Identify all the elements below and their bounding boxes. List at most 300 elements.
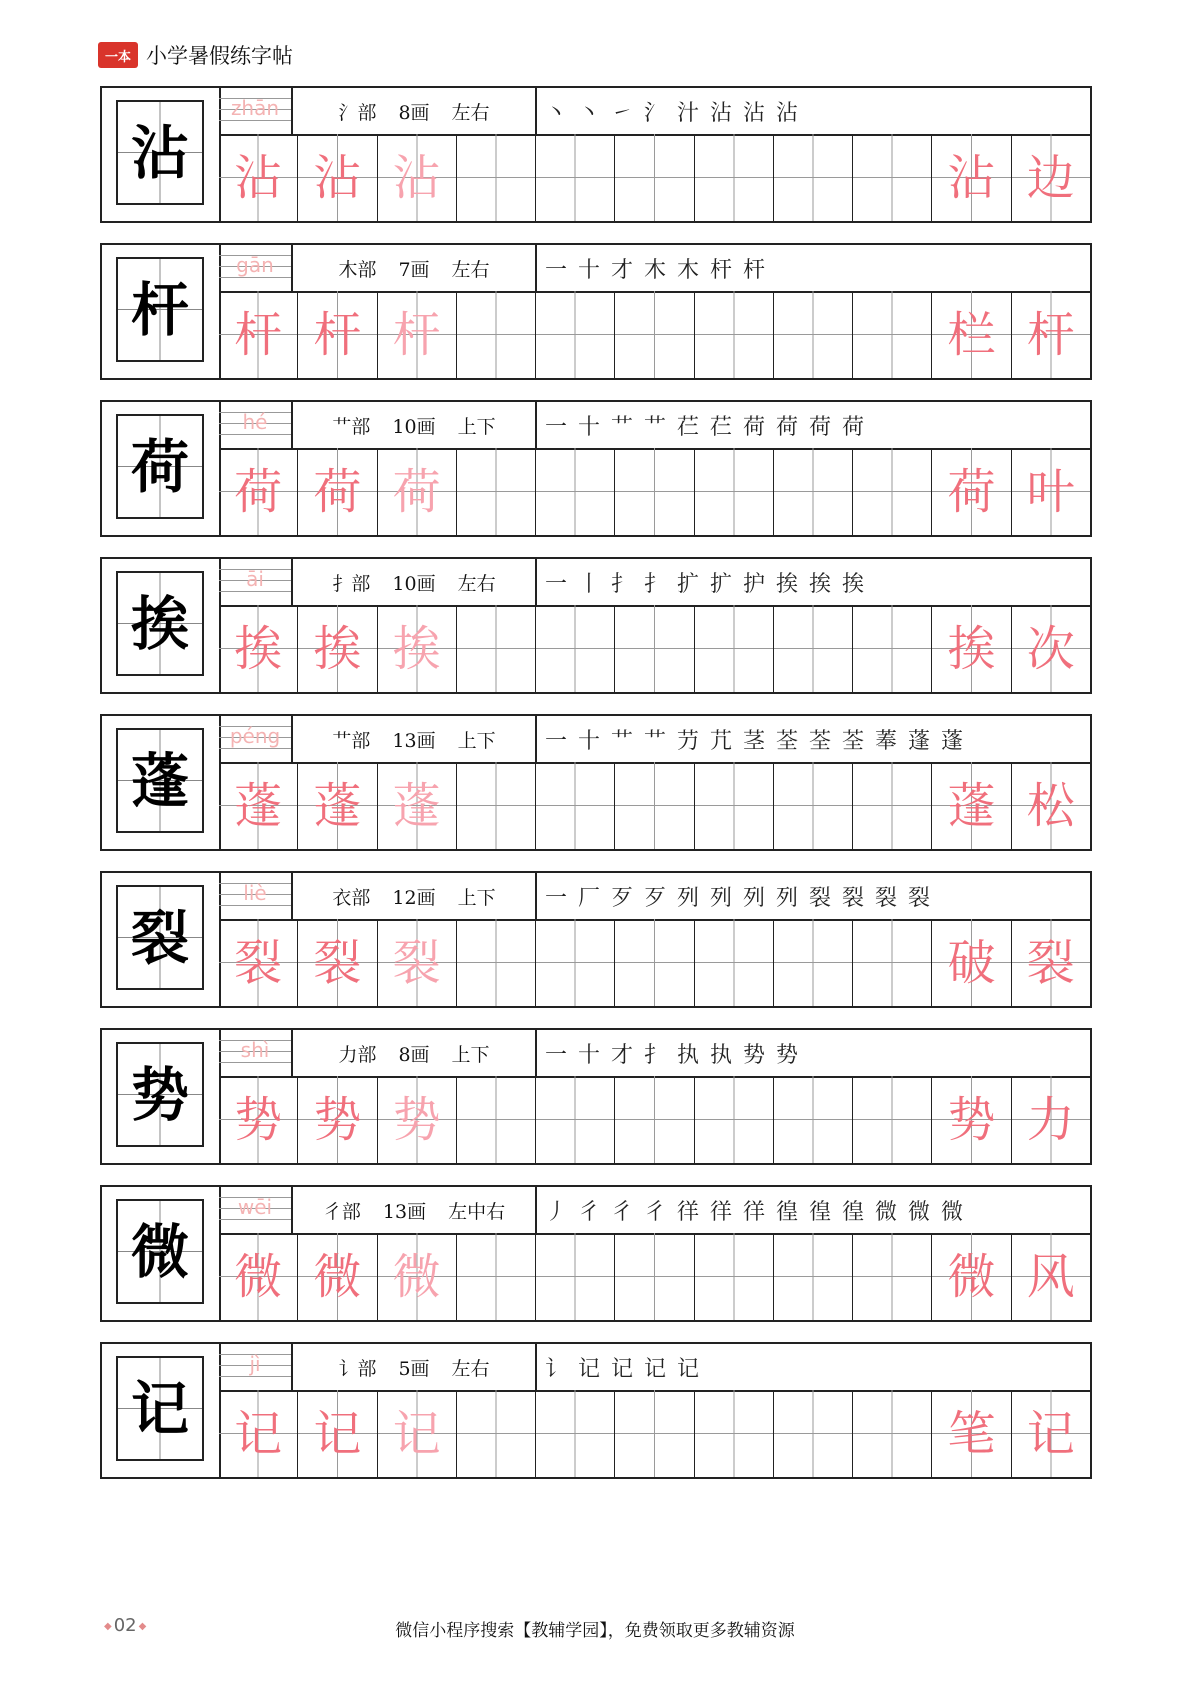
practice-cell[interactable] bbox=[536, 1076, 615, 1163]
stroke-step: 十 bbox=[578, 728, 601, 754]
stroke-step: 彳 bbox=[644, 1199, 667, 1225]
stroke-step: 艹 bbox=[611, 414, 634, 440]
radical: 氵部 bbox=[338, 101, 377, 124]
practice-cell[interactable] bbox=[457, 134, 536, 221]
pinyin: āi bbox=[246, 567, 264, 591]
model-cell bbox=[102, 1030, 221, 1163]
char-info bbox=[293, 1187, 537, 1233]
practice-grid bbox=[219, 448, 1090, 535]
practice-cell[interactable] bbox=[1012, 919, 1090, 1006]
practice-cell[interactable] bbox=[457, 762, 536, 849]
stroke-count: 10画 bbox=[392, 415, 436, 438]
pinyin-box bbox=[219, 559, 293, 605]
model-cell bbox=[102, 716, 221, 849]
pinyin-box bbox=[219, 716, 293, 762]
word-char: 蓬 bbox=[947, 777, 996, 834]
structure: 左右 bbox=[457, 572, 496, 595]
radical: 力部 bbox=[338, 1043, 377, 1066]
page-ornament-icon: ◆ bbox=[104, 1620, 112, 1632]
stroke-order bbox=[545, 1344, 1082, 1390]
practice-cell[interactable] bbox=[378, 448, 457, 535]
stroke-step: 木 bbox=[677, 257, 700, 283]
practice-cell[interactable] bbox=[378, 134, 457, 221]
practice-row bbox=[100, 1028, 1092, 1165]
pinyin: zhān bbox=[230, 96, 280, 120]
practice-cell[interactable] bbox=[536, 919, 615, 1006]
practice-cell[interactable] bbox=[615, 1076, 694, 1163]
practice-cell[interactable] bbox=[298, 1076, 377, 1163]
info-band bbox=[219, 1187, 1090, 1235]
trace-char: 势 bbox=[234, 1091, 283, 1148]
structure: 上下 bbox=[457, 886, 496, 909]
stroke-step: 十 bbox=[578, 1042, 601, 1068]
stroke-step: 讠 bbox=[545, 1356, 568, 1382]
stroke-step: 木 bbox=[644, 257, 667, 283]
model-cell bbox=[102, 245, 221, 378]
practice-cell[interactable] bbox=[615, 1233, 694, 1320]
practice-cell[interactable] bbox=[457, 919, 536, 1006]
stroke-step: 徉 bbox=[743, 1199, 766, 1225]
word-char: 叶 bbox=[1026, 463, 1075, 520]
practice-cell[interactable] bbox=[457, 1076, 536, 1163]
word-char: 栏 bbox=[947, 306, 996, 363]
radical: 彳部 bbox=[322, 1200, 361, 1223]
practice-cell[interactable] bbox=[932, 448, 1011, 535]
structure: 左右 bbox=[451, 1357, 490, 1380]
trace-char: 势 bbox=[313, 1091, 362, 1148]
stroke-count: 5画 bbox=[398, 1357, 430, 1380]
practice-cell[interactable] bbox=[774, 1390, 853, 1477]
practice-cell[interactable] bbox=[298, 1233, 377, 1320]
practice-cell[interactable] bbox=[298, 134, 377, 221]
practice-cell[interactable] bbox=[457, 448, 536, 535]
stroke-step: 执 bbox=[677, 1042, 700, 1068]
trace-char: 裂 bbox=[234, 934, 283, 991]
word-char: 次 bbox=[1026, 620, 1075, 677]
stroke-order bbox=[545, 716, 1082, 762]
practice-cell[interactable] bbox=[695, 1233, 774, 1320]
practice-cell[interactable] bbox=[536, 1390, 615, 1477]
model-cell bbox=[102, 1344, 221, 1477]
practice-cell[interactable] bbox=[457, 1390, 536, 1477]
stroke-step: 扌 bbox=[644, 1042, 667, 1068]
brand-badge: 一本 bbox=[98, 42, 138, 68]
practice-cell[interactable] bbox=[298, 1390, 377, 1477]
stroke-step: 蓬 bbox=[908, 728, 931, 754]
practice-cell[interactable] bbox=[853, 134, 932, 221]
practice-row bbox=[100, 400, 1092, 537]
pinyin-box bbox=[219, 88, 293, 134]
stroke-step: 裂 bbox=[842, 885, 865, 911]
trace-char: 荷 bbox=[392, 463, 441, 520]
stroke-step: 挨 bbox=[776, 571, 799, 597]
stroke-step: 微 bbox=[941, 1199, 964, 1225]
stroke-step: 汁 bbox=[677, 100, 700, 126]
practice-cell[interactable] bbox=[378, 291, 457, 378]
practice-grid bbox=[219, 605, 1090, 692]
stroke-step: 执 bbox=[710, 1042, 733, 1068]
practice-cell[interactable] bbox=[1012, 448, 1090, 535]
trace-char: 杆 bbox=[234, 306, 283, 363]
practice-cell[interactable] bbox=[1012, 134, 1090, 221]
stroke-step: 氵 bbox=[644, 100, 667, 126]
structure: 上下 bbox=[451, 1043, 490, 1066]
stroke-step: 荷 bbox=[809, 414, 832, 440]
stroke-step: 挨 bbox=[842, 571, 865, 597]
model-char: 裂 bbox=[116, 885, 204, 990]
stroke-step: 列 bbox=[776, 885, 799, 911]
stroke-step: 扌 bbox=[611, 571, 634, 597]
char-info bbox=[293, 245, 537, 291]
stroke-step: 芀 bbox=[677, 728, 700, 754]
stroke-step: 茎 bbox=[743, 728, 766, 754]
practice-cell[interactable] bbox=[853, 1233, 932, 1320]
practice-cell[interactable] bbox=[1012, 1233, 1090, 1320]
stroke-step: 芢 bbox=[710, 414, 733, 440]
stroke-step: 裂 bbox=[809, 885, 832, 911]
trace-char: 挨 bbox=[234, 620, 283, 677]
stroke-step: 沾 bbox=[743, 100, 766, 126]
stroke-step: 沾 bbox=[776, 100, 799, 126]
practice-cell[interactable] bbox=[615, 919, 694, 1006]
practice-cell[interactable] bbox=[774, 448, 853, 535]
practice-grid bbox=[219, 1076, 1090, 1163]
practice-cell[interactable] bbox=[378, 1076, 457, 1163]
stroke-step: 扌 bbox=[644, 571, 667, 597]
stroke-step: 彳 bbox=[578, 1199, 601, 1225]
practice-cell[interactable] bbox=[615, 291, 694, 378]
practice-cell[interactable] bbox=[536, 762, 615, 849]
stroke-count: 12画 bbox=[392, 886, 436, 909]
stroke-step: 记 bbox=[611, 1356, 634, 1382]
practice-cell[interactable] bbox=[695, 1076, 774, 1163]
info-band bbox=[219, 716, 1090, 764]
stroke-step: 一 bbox=[545, 885, 568, 911]
practice-cell[interactable] bbox=[615, 448, 694, 535]
stroke-step: 列 bbox=[743, 885, 766, 911]
practice-grid bbox=[219, 762, 1090, 849]
practice-cell[interactable] bbox=[932, 134, 1011, 221]
stroke-order bbox=[545, 402, 1082, 448]
stroke-step: 荷 bbox=[776, 414, 799, 440]
word-char: 记 bbox=[1026, 1405, 1075, 1462]
char-info bbox=[293, 1344, 537, 1390]
pinyin: péng bbox=[229, 724, 281, 748]
structure: 上下 bbox=[457, 415, 496, 438]
practice-cell[interactable] bbox=[695, 1390, 774, 1477]
structure: 上下 bbox=[457, 729, 496, 752]
practice-cell[interactable] bbox=[695, 448, 774, 535]
trace-char: 挨 bbox=[392, 620, 441, 677]
structure: 左右 bbox=[451, 101, 490, 124]
stroke-step: 徨 bbox=[776, 1199, 799, 1225]
stroke-step: 挨 bbox=[809, 571, 832, 597]
practice-cell[interactable] bbox=[932, 1076, 1011, 1163]
stroke-step: 势 bbox=[776, 1042, 799, 1068]
practice-cell[interactable] bbox=[378, 605, 457, 692]
word-char: 荷 bbox=[947, 463, 996, 520]
pinyin: wēi bbox=[237, 1195, 273, 1219]
trace-char: 荷 bbox=[234, 463, 283, 520]
footer-promo: 微信小程序搜索【教辅学园】，免费领取更多教辅资源 bbox=[395, 1621, 795, 1641]
practice-cell[interactable] bbox=[536, 291, 615, 378]
practice-row bbox=[100, 871, 1092, 1008]
practice-cell[interactable] bbox=[615, 605, 694, 692]
practice-cell[interactable] bbox=[298, 291, 377, 378]
word-char: 边 bbox=[1026, 149, 1075, 206]
practice-cell[interactable] bbox=[932, 762, 1011, 849]
practice-cell[interactable] bbox=[774, 605, 853, 692]
info-band bbox=[219, 873, 1090, 921]
stroke-step: 芁 bbox=[710, 728, 733, 754]
stroke-step: 厂 bbox=[578, 885, 601, 911]
practice-cell[interactable] bbox=[695, 605, 774, 692]
practice-cell[interactable] bbox=[536, 1233, 615, 1320]
practice-cell[interactable] bbox=[457, 1233, 536, 1320]
stroke-step: 芢 bbox=[677, 414, 700, 440]
word-char: 挨 bbox=[947, 620, 996, 677]
model-cell bbox=[102, 873, 221, 1006]
radical: 扌部 bbox=[332, 572, 371, 595]
word-char: 裂 bbox=[1026, 934, 1075, 991]
trace-char: 杆 bbox=[313, 306, 362, 363]
model-char: 挨 bbox=[116, 571, 204, 676]
stroke-step: 歹 bbox=[611, 885, 634, 911]
page-title: 小学暑假练字帖 bbox=[146, 44, 293, 68]
practice-cell[interactable] bbox=[615, 762, 694, 849]
practice-cell[interactable] bbox=[695, 134, 774, 221]
stroke-step: ㇀ bbox=[611, 100, 634, 126]
practice-row bbox=[100, 714, 1092, 851]
stroke-step: 一 bbox=[545, 571, 568, 597]
practice-cell[interactable] bbox=[536, 448, 615, 535]
pinyin: jì bbox=[249, 1352, 261, 1376]
stroke-step: 荃 bbox=[809, 728, 832, 754]
stroke-step: 微 bbox=[875, 1199, 898, 1225]
stroke-step: 一 bbox=[545, 257, 568, 283]
stroke-step: 一 bbox=[545, 728, 568, 754]
stroke-order bbox=[545, 1187, 1082, 1233]
practice-row bbox=[100, 1342, 1092, 1479]
practice-cell[interactable] bbox=[774, 1233, 853, 1320]
model-char: 沾 bbox=[116, 100, 204, 205]
practice-row bbox=[100, 1185, 1092, 1322]
word-char: 破 bbox=[947, 934, 996, 991]
stroke-step: 杆 bbox=[710, 257, 733, 283]
stroke-step: 才 bbox=[611, 257, 634, 283]
stroke-step: 蓬 bbox=[941, 728, 964, 754]
stroke-order bbox=[545, 245, 1082, 291]
stroke-step: 徉 bbox=[710, 1199, 733, 1225]
stroke-step: 一 bbox=[545, 1042, 568, 1068]
practice-cell[interactable] bbox=[853, 762, 932, 849]
info-band bbox=[219, 402, 1090, 450]
stroke-step: 一 bbox=[545, 414, 568, 440]
trace-char: 记 bbox=[313, 1405, 362, 1462]
practice-cell[interactable] bbox=[378, 919, 457, 1006]
trace-char: 蓬 bbox=[234, 777, 283, 834]
practice-cell[interactable] bbox=[1012, 1390, 1090, 1477]
stroke-step: 才 bbox=[611, 1042, 634, 1068]
page-header bbox=[98, 38, 293, 72]
practice-row bbox=[100, 243, 1092, 380]
model-char: 荷 bbox=[116, 414, 204, 519]
stroke-step: 菶 bbox=[875, 728, 898, 754]
trace-char: 微 bbox=[234, 1248, 283, 1305]
trace-char: 挨 bbox=[313, 620, 362, 677]
stroke-order bbox=[545, 559, 1082, 605]
practice-cell[interactable] bbox=[219, 291, 298, 378]
practice-cell[interactable] bbox=[932, 605, 1011, 692]
practice-cell[interactable] bbox=[298, 919, 377, 1006]
practice-row bbox=[100, 86, 1092, 223]
stroke-step: 艹 bbox=[644, 728, 667, 754]
stroke-step: 十 bbox=[578, 414, 601, 440]
practice-cell[interactable] bbox=[615, 1390, 694, 1477]
practice-cell[interactable] bbox=[695, 762, 774, 849]
practice-cell[interactable] bbox=[1012, 1076, 1090, 1163]
practice-cell[interactable] bbox=[219, 762, 298, 849]
model-cell bbox=[102, 402, 221, 535]
practice-cell[interactable] bbox=[298, 762, 377, 849]
char-info bbox=[293, 1030, 537, 1076]
practice-cell[interactable] bbox=[932, 291, 1011, 378]
practice-cell[interactable] bbox=[378, 762, 457, 849]
stroke-order bbox=[545, 1030, 1082, 1076]
stroke-step: 列 bbox=[677, 885, 700, 911]
practice-cell[interactable] bbox=[774, 919, 853, 1006]
model-char: 势 bbox=[116, 1042, 204, 1147]
practice-cell[interactable] bbox=[774, 1076, 853, 1163]
page-number: ◆ 02 ◆ bbox=[104, 1615, 147, 1636]
practice-cell[interactable] bbox=[615, 134, 694, 221]
practice-cell[interactable] bbox=[378, 1390, 457, 1477]
stroke-step: 徉 bbox=[677, 1199, 700, 1225]
stroke-step: 荷 bbox=[743, 414, 766, 440]
practice-cell[interactable] bbox=[219, 919, 298, 1006]
stroke-step: 沾 bbox=[710, 100, 733, 126]
practice-cell[interactable] bbox=[1012, 605, 1090, 692]
pinyin-box bbox=[219, 1030, 293, 1076]
practice-cell[interactable] bbox=[932, 919, 1011, 1006]
practice-cell[interactable] bbox=[932, 1233, 1011, 1320]
practice-cell[interactable] bbox=[219, 1233, 298, 1320]
practice-cell[interactable] bbox=[219, 1390, 298, 1477]
practice-cell[interactable] bbox=[695, 919, 774, 1006]
practice-grid bbox=[219, 1233, 1090, 1320]
word-char: 笔 bbox=[947, 1405, 996, 1462]
pinyin-box bbox=[219, 245, 293, 291]
trace-char: 裂 bbox=[392, 934, 441, 991]
model-char: 蓬 bbox=[116, 728, 204, 833]
practice-cell[interactable] bbox=[853, 448, 932, 535]
practice-cell[interactable] bbox=[219, 448, 298, 535]
stroke-step: 杆 bbox=[743, 257, 766, 283]
info-band bbox=[219, 559, 1090, 607]
radical: 艹部 bbox=[332, 729, 371, 752]
stroke-step: 记 bbox=[644, 1356, 667, 1382]
stroke-step: 丨 bbox=[578, 571, 601, 597]
stroke-step: 裂 bbox=[875, 885, 898, 911]
practice-cell[interactable] bbox=[298, 605, 377, 692]
practice-cell[interactable] bbox=[853, 1076, 932, 1163]
stroke-count: 7画 bbox=[398, 258, 430, 281]
stroke-step: 徨 bbox=[842, 1199, 865, 1225]
pinyin-box bbox=[219, 1187, 293, 1233]
char-info bbox=[293, 402, 537, 448]
practice-cell[interactable] bbox=[536, 605, 615, 692]
pinyin-box bbox=[219, 873, 293, 919]
trace-char: 记 bbox=[392, 1405, 441, 1462]
stroke-step: 丿 bbox=[545, 1199, 568, 1225]
trace-char: 裂 bbox=[313, 934, 362, 991]
stroke-step: 丶 bbox=[545, 100, 568, 126]
structure: 左右 bbox=[451, 258, 490, 281]
model-char: 微 bbox=[116, 1199, 204, 1304]
practice-cell[interactable] bbox=[378, 1233, 457, 1320]
practice-cell[interactable] bbox=[1012, 291, 1090, 378]
practice-cell[interactable] bbox=[774, 762, 853, 849]
trace-char: 沾 bbox=[313, 149, 362, 206]
practice-cell[interactable] bbox=[853, 605, 932, 692]
info-band bbox=[219, 1030, 1090, 1078]
pinyin-box bbox=[219, 402, 293, 448]
practice-cell[interactable] bbox=[853, 1390, 932, 1477]
practice-cell[interactable] bbox=[695, 291, 774, 378]
stroke-step: 歹 bbox=[644, 885, 667, 911]
practice-cell[interactable] bbox=[536, 134, 615, 221]
word-char: 势 bbox=[947, 1091, 996, 1148]
practice-cell[interactable] bbox=[219, 605, 298, 692]
practice-grid bbox=[219, 291, 1090, 378]
word-char: 杆 bbox=[1026, 306, 1075, 363]
practice-cell[interactable] bbox=[219, 1076, 298, 1163]
stroke-step: 艹 bbox=[611, 728, 634, 754]
stroke-count: 10画 bbox=[392, 572, 436, 595]
char-info bbox=[293, 873, 537, 919]
stroke-step: 荃 bbox=[842, 728, 865, 754]
trace-char: 荷 bbox=[313, 463, 362, 520]
stroke-count: 13画 bbox=[382, 1200, 427, 1223]
trace-char: 记 bbox=[234, 1405, 283, 1462]
stroke-count: 8画 bbox=[398, 1043, 430, 1066]
stroke-step: 护 bbox=[743, 571, 766, 597]
word-char: 微 bbox=[947, 1248, 996, 1305]
practice-cell[interactable] bbox=[457, 605, 536, 692]
stroke-step: 扩 bbox=[677, 571, 700, 597]
stroke-step: 裂 bbox=[908, 885, 931, 911]
trace-char: 蓬 bbox=[313, 777, 362, 834]
practice-grid bbox=[219, 134, 1090, 221]
stroke-step: 十 bbox=[578, 257, 601, 283]
pinyin: shì bbox=[240, 1038, 270, 1062]
practice-cell[interactable] bbox=[774, 291, 853, 378]
practice-cell[interactable] bbox=[774, 134, 853, 221]
stroke-count: 8画 bbox=[398, 101, 430, 124]
stroke-step: 列 bbox=[710, 885, 733, 911]
practice-cell[interactable] bbox=[932, 1390, 1011, 1477]
practice-cell[interactable] bbox=[298, 448, 377, 535]
practice-cell[interactable] bbox=[219, 134, 298, 221]
trace-char: 沾 bbox=[392, 149, 441, 206]
stroke-step: 荃 bbox=[776, 728, 799, 754]
practice-cell[interactable] bbox=[853, 291, 932, 378]
practice-cell[interactable] bbox=[853, 919, 932, 1006]
radical: 讠部 bbox=[338, 1357, 377, 1380]
trace-char: 微 bbox=[313, 1248, 362, 1305]
practice-cell[interactable] bbox=[457, 291, 536, 378]
practice-cell[interactable] bbox=[1012, 762, 1090, 849]
